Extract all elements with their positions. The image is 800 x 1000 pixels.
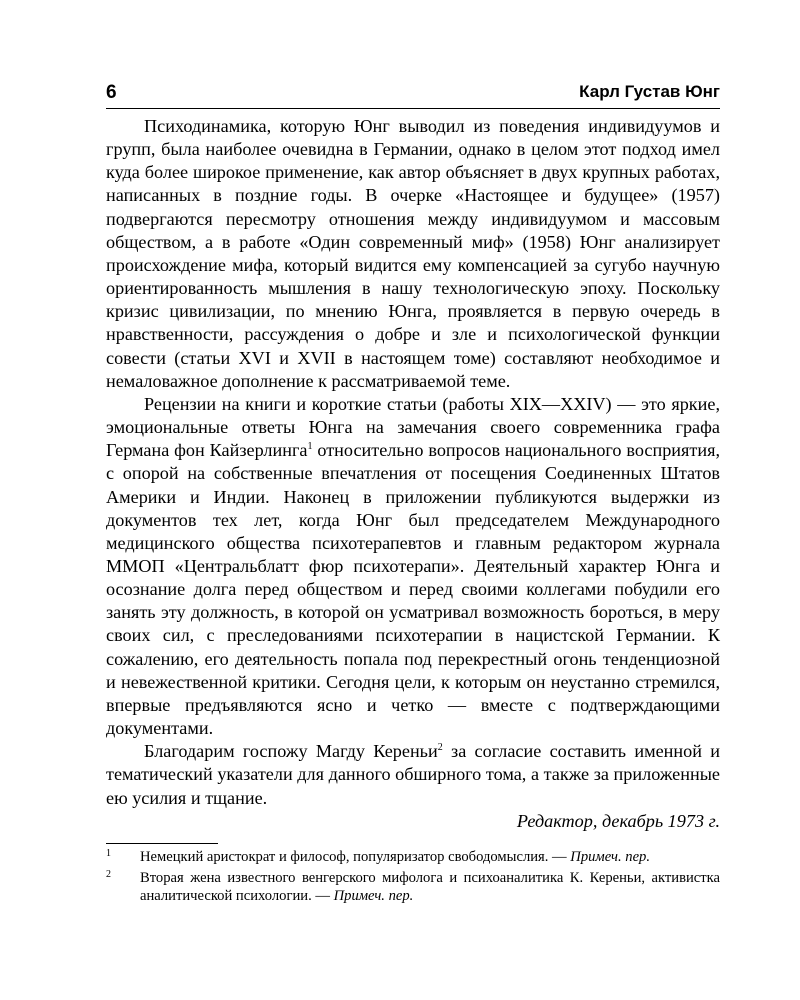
paragraph-text: за согласие составить именной и тематический указатели для данного обширного тома, а также за приложенные ею усилия и тщание. — [106, 741, 720, 808]
page-header — [106, 82, 720, 106]
footnote-1 — [106, 848, 720, 867]
editor-signature: Редактор, декабрь 1973 г. — [516, 810, 720, 831]
footnote-note: Примеч. пер. — [333, 888, 414, 904]
paragraph-text: Благодарим госпожу Магду Кереньи — [144, 741, 438, 762]
footnote-text: Вторая жена известного венгерского мифолога и психоаналитика К. Кереньи, активистка аналитической психологии. — — [140, 869, 720, 904]
paragraph-reviews — [106, 393, 720, 740]
paragraph-text: Рецензии на книги и короткие статьи (работы XIX—XXIV) — это яркие, эмоциональные ответы Юнга на замечания своего современника графа Германа фон Кайзерлинга — [106, 393, 720, 461]
footnote-rule — [106, 843, 218, 844]
footnote-note: Примеч. пер. — [570, 849, 651, 865]
running-title: Карл Густав Юнг — [579, 82, 720, 101]
page-number: 6 — [106, 82, 117, 103]
footnote-2 — [106, 869, 720, 906]
header-rule — [106, 108, 720, 109]
footnote-ref[interactable]: 1 — [307, 441, 313, 453]
body-text — [106, 115, 720, 833]
footnote-marker: 2 — [106, 868, 111, 880]
footnote-ref[interactable]: 2 — [437, 742, 443, 754]
footnotes — [106, 848, 720, 908]
footnote-marker: 1 — [106, 848, 111, 859]
paragraph-psychodynamics: Психодинамика, которую Юнг выводил из поведения индивидуумов и групп, была наиболее очевидна в Германии, однако в целом этот подход имел куда более широкое применение, как автор объясняет в двух крупных работах, написанных в поздние годы. В очерке «Настоящее и будущее» (1957) подвергаются пересмотру отношения между индивидуумом и массовым обществом, а в работе «Один современный миф» (1958) Юнг анализирует происхождение мифа, который видится ему компенсацией за сугубо научную ориентированность мышления в нашу технологическую эпоху. Поскольку кризис цивилизации, по мнению Юнга, проявляется в первую очередь в нравственности, рассуждения о добре и зле и психологической функции совести (статьи XVI и XVII в настоящем томе) составляют необходимое и немаловажное дополнение к рассматриваемой теме. — [106, 116, 720, 391]
footnote-text: Немецкий аристократ и философ, популяризатор свободомыслия. — — [140, 849, 571, 865]
paragraph-thanks — [106, 740, 720, 809]
paragraph-text: относительно вопросов национального восприятия, с опорой на собственные впечатления от посещения Соединенных Штатов Америки и Индии. Наконец в приложении публикуются выдержки из документов тех лет, когда Юнг был председателем Международного медицинского общества психотерапевтов и главным редактором журнала ММОП «Центральблатт фюр психотерапи». Деятельный характер Юнга и осознание долга перед обществом и перед своими коллегами побудили его занять эту должность, в которой он усматривал возможность бороться, в меру своих сил, с преследованиями психотерапии в нацистской Германии. К сожалению, его деятельность попала под перекрестный огонь тенденциозной и невежественной критики. Сегодня цели, к которым он неустанно стремился, впервые предъявляются ясно и четко — вместе с подтверждающими документами. — [106, 440, 720, 739]
